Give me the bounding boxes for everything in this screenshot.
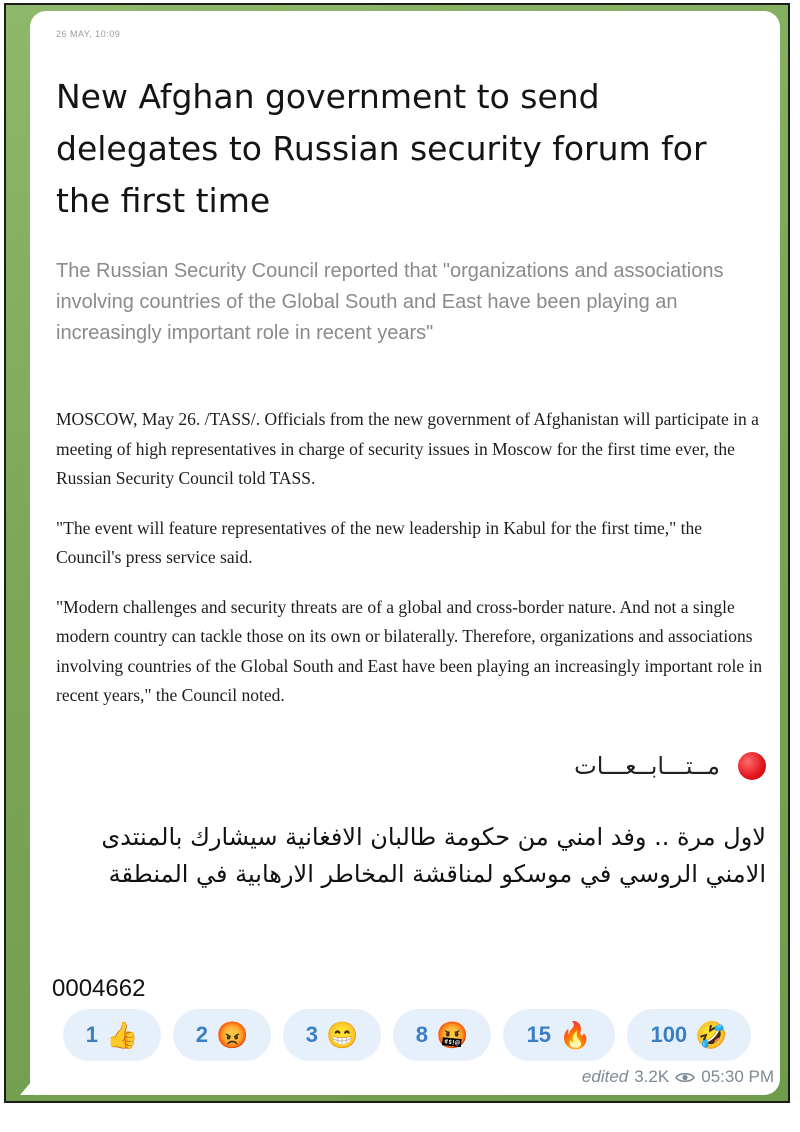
view-count: 3.2K	[634, 1067, 670, 1086]
angry-face-icon: 😡	[215, 1020, 249, 1050]
article-body	[56, 405, 768, 731]
reaction-cursing[interactable]	[393, 1009, 491, 1061]
follow-label: مــتـــابــعـــات	[574, 752, 720, 780]
reaction-fire[interactable]	[503, 1009, 615, 1061]
reaction-count: 3	[305, 1022, 318, 1047]
reaction-count: 2	[195, 1022, 208, 1047]
reaction-thumbs-up[interactable]	[63, 1009, 161, 1061]
date-stamp: 26 MAY, 10:09	[56, 29, 121, 39]
message-meta	[582, 1067, 774, 1087]
thumbs-up-icon: 👍	[105, 1020, 139, 1050]
reaction-grinning[interactable]	[283, 1009, 381, 1061]
article-paragraph: MOSCOW, May 26. /TASS/. Officials from the new government of Afghanistan will participate in a meeting of high representatives in charge of security issues in Moscow for the first time ever, the Russian Security Council told TASS.	[56, 409, 759, 488]
grinning-face-icon: 😁	[325, 1020, 359, 1050]
reactions-bar	[63, 1009, 763, 1061]
message-bubble[interactable]	[30, 11, 780, 1095]
article-headline: New Afghan government to send delegates to Russian security forum for the first time	[56, 77, 707, 220]
arabic-caption: لاول مرة .. وفد امني من حكومة طالبان الافغانية سيشارك بالمنتدى الامني الروسي في موسكو لمناقشة المخاطر الارهابية في المنطقة	[101, 823, 766, 888]
chat-background	[4, 3, 790, 1103]
cursing-face-icon: 🤬	[435, 1020, 469, 1050]
red-circle-icon	[738, 752, 766, 780]
reaction-count: 100	[650, 1022, 688, 1047]
post-id: 0004662	[52, 975, 146, 1002]
article-paragraph: "Modern challenges and security threats are of a global and cross-border nature. And not a single modern country can tackle those on its own or bilaterally. Therefore, organizations and associations involving countries of the Global South and East have been playing an increasingly important role in recent years," the Council noted.	[56, 596, 763, 705]
rolling-laughing-face-icon: 🤣	[695, 1020, 728, 1050]
reaction-rolling-laughing[interactable]	[627, 1009, 751, 1061]
follow-line	[574, 747, 766, 785]
eye-icon	[675, 1071, 695, 1084]
reaction-angry[interactable]	[173, 1009, 271, 1061]
message-time: 05:30 PM	[701, 1067, 774, 1086]
article-paragraph: "The event will feature representatives of the new leadership in Kabul for the first time," the Council's press service said.	[56, 517, 702, 567]
edited-label: edited	[581, 1067, 629, 1086]
reaction-count: 8	[415, 1022, 428, 1047]
reaction-count: 15	[526, 1022, 552, 1047]
reaction-count: 1	[85, 1022, 98, 1047]
article-lede: The Russian Security Council reported that "organizations and associations involving countries of the Global South and East have been playing an increasingly important role in recent years"	[56, 260, 724, 344]
fire-icon: 🔥	[559, 1020, 592, 1050]
